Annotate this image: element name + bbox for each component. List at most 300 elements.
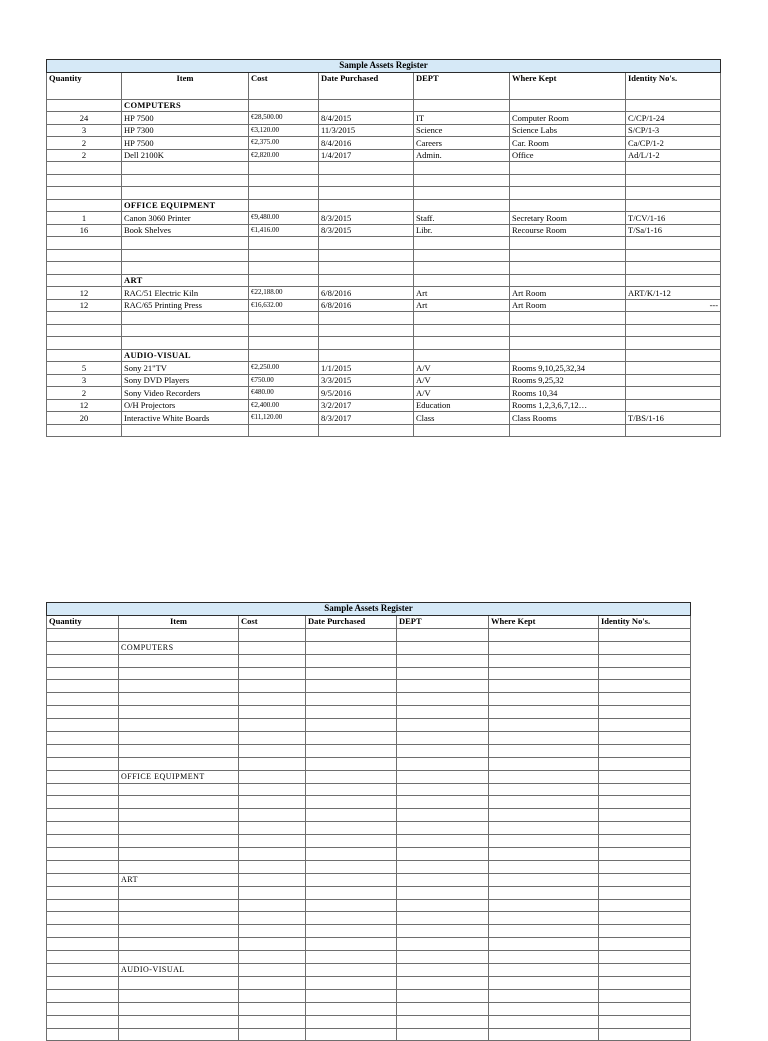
- where-kept-cell: Art Room: [510, 299, 626, 312]
- item-cell: Sony 21"TV: [122, 362, 249, 375]
- empty-cell: [249, 424, 319, 437]
- empty-cell: [119, 693, 239, 706]
- empty-row: [47, 337, 721, 350]
- empty-cell: [397, 732, 489, 745]
- empty-cell: [119, 796, 239, 809]
- quantity-cell: 16: [47, 224, 122, 237]
- header-cost: Cost: [239, 615, 306, 628]
- empty-cell: [119, 860, 239, 873]
- empty-cell: [626, 99, 721, 112]
- header-date-purchased: Date Purchased: [306, 615, 397, 628]
- empty-cell: [119, 744, 239, 757]
- empty-cell: [626, 249, 721, 262]
- empty-row: [47, 693, 691, 706]
- empty-cell: [599, 757, 691, 770]
- empty-cell: [306, 848, 397, 861]
- empty-cell: [397, 809, 489, 822]
- empty-cell: [249, 349, 319, 362]
- identity-cell: Ca/CP/1-2: [626, 137, 721, 150]
- empty-row: [47, 424, 721, 437]
- empty-cell: [306, 757, 397, 770]
- empty-cell: [489, 680, 599, 693]
- empty-cell: [239, 860, 306, 873]
- identity-cell: T/BS/1-16: [626, 412, 721, 425]
- empty-cell: [306, 976, 397, 989]
- empty-cell: [397, 744, 489, 757]
- empty-cell: [489, 757, 599, 770]
- empty-cell: [414, 262, 510, 275]
- empty-cell: [47, 848, 119, 861]
- empty-cell: [397, 783, 489, 796]
- empty-cell: [122, 324, 249, 337]
- empty-cell: [306, 822, 397, 835]
- empty-cell: [306, 719, 397, 732]
- empty-row: [47, 951, 691, 964]
- empty-cell: [599, 848, 691, 861]
- cost-cell: €2,250.00: [249, 362, 319, 375]
- empty-cell: [397, 719, 489, 732]
- empty-cell: [599, 912, 691, 925]
- empty-cell: [319, 274, 414, 287]
- empty-cell: [119, 667, 239, 680]
- date-cell: 8/4/2015: [319, 112, 414, 125]
- cost-cell: €750.00: [249, 374, 319, 387]
- item-cell: Interactive White Boards: [122, 412, 249, 425]
- empty-cell: [489, 886, 599, 899]
- empty-cell: [319, 199, 414, 212]
- empty-cell: [397, 680, 489, 693]
- empty-cell: [249, 162, 319, 175]
- empty-cell: [397, 886, 489, 899]
- empty-cell: [122, 237, 249, 250]
- empty-cell: [239, 1015, 306, 1028]
- empty-cell: [306, 873, 397, 886]
- empty-cell: [414, 99, 510, 112]
- empty-cell: [397, 796, 489, 809]
- identity-cell: ---: [626, 299, 721, 312]
- empty-cell: [599, 835, 691, 848]
- empty-cell: [397, 1015, 489, 1028]
- empty-cell: [239, 976, 306, 989]
- empty-cell: [599, 809, 691, 822]
- quantity-cell: 3: [47, 124, 122, 137]
- empty-cell: [239, 732, 306, 745]
- empty-cell: [47, 1028, 119, 1041]
- quantity-cell: 1: [47, 212, 122, 225]
- empty-cell: [239, 989, 306, 1002]
- header-identity-no: Identity No's.: [599, 615, 691, 628]
- empty-cell: [239, 667, 306, 680]
- empty-cell: [397, 912, 489, 925]
- empty-cell: [119, 719, 239, 732]
- item-cell: HP 7500: [122, 137, 249, 150]
- empty-cell: [319, 312, 414, 325]
- dept-cell: Careers: [414, 137, 510, 150]
- empty-cell: [489, 641, 599, 654]
- empty-cell: [414, 199, 510, 212]
- empty-cell: [489, 964, 599, 977]
- empty-cell: [249, 337, 319, 350]
- dept-cell: A/V: [414, 362, 510, 375]
- title-row: [47, 60, 721, 73]
- date-cell: 3/3/2015: [319, 374, 414, 387]
- where-kept-cell: Computer Room: [510, 112, 626, 125]
- cost-cell: €1,416.00: [249, 224, 319, 237]
- quantity-cell: 2: [47, 137, 122, 150]
- asset-row: [47, 224, 721, 237]
- empty-cell: [122, 312, 249, 325]
- empty-cell: [47, 628, 119, 641]
- category-label: AUDIO-VISUAL: [119, 964, 239, 977]
- empty-cell: [306, 667, 397, 680]
- empty-cell: [599, 744, 691, 757]
- header-item: Item: [122, 72, 249, 99]
- empty-cell: [306, 744, 397, 757]
- empty-cell: [489, 796, 599, 809]
- empty-cell: [47, 899, 119, 912]
- empty-row: [47, 654, 691, 667]
- empty-cell: [47, 187, 122, 200]
- empty-cell: [599, 976, 691, 989]
- category-row: [47, 99, 721, 112]
- empty-cell: [510, 249, 626, 262]
- empty-cell: [47, 744, 119, 757]
- empty-cell: [306, 1002, 397, 1015]
- empty-cell: [397, 860, 489, 873]
- empty-cell: [599, 628, 691, 641]
- empty-row: [47, 706, 691, 719]
- register-title: Sample Assets Register: [47, 60, 721, 73]
- identity-cell: Ad/L/1-2: [626, 149, 721, 162]
- empty-cell: [397, 873, 489, 886]
- category-row: [47, 641, 691, 654]
- empty-cell: [414, 312, 510, 325]
- empty-cell: [47, 693, 119, 706]
- item-cell: Sony Video Recorders: [122, 387, 249, 400]
- empty-cell: [249, 199, 319, 212]
- cost-cell: €16,632.00: [249, 299, 319, 312]
- item-cell: RAC/65 Printing Press: [122, 299, 249, 312]
- empty-cell: [626, 424, 721, 437]
- header-dept: DEPT: [414, 72, 510, 99]
- identity-cell: T/CV/1-16: [626, 212, 721, 225]
- empty-cell: [599, 732, 691, 745]
- empty-cell: [47, 873, 119, 886]
- empty-cell: [489, 989, 599, 1002]
- empty-cell: [249, 312, 319, 325]
- empty-row: [47, 783, 691, 796]
- where-kept-cell: Office: [510, 149, 626, 162]
- asset-row: [47, 412, 721, 425]
- empty-cell: [47, 886, 119, 899]
- assets-register-blank: [46, 602, 691, 1041]
- empty-cell: [397, 964, 489, 977]
- empty-cell: [599, 951, 691, 964]
- empty-cell: [319, 187, 414, 200]
- empty-cell: [119, 1028, 239, 1041]
- empty-cell: [47, 732, 119, 745]
- header-quantity: Quantity: [47, 615, 119, 628]
- cost-cell: €2,820.00: [249, 149, 319, 162]
- empty-cell: [239, 706, 306, 719]
- category-row: [47, 873, 691, 886]
- asset-row: [47, 387, 721, 400]
- header-dept: DEPT: [397, 615, 489, 628]
- empty-cell: [306, 886, 397, 899]
- empty-cell: [306, 628, 397, 641]
- empty-cell: [119, 835, 239, 848]
- empty-cell: [306, 641, 397, 654]
- empty-cell: [626, 349, 721, 362]
- empty-cell: [119, 628, 239, 641]
- cost-cell: €2,400.00: [249, 399, 319, 412]
- empty-cell: [239, 886, 306, 899]
- dept-cell: Libr.: [414, 224, 510, 237]
- empty-cell: [319, 337, 414, 350]
- empty-cell: [319, 424, 414, 437]
- dept-cell: A/V: [414, 374, 510, 387]
- date-cell: 8/3/2015: [319, 212, 414, 225]
- empty-row: [47, 976, 691, 989]
- where-kept-cell: Car. Room: [510, 137, 626, 150]
- header-item: Item: [119, 615, 239, 628]
- empty-cell: [489, 770, 599, 783]
- empty-cell: [306, 796, 397, 809]
- quantity-cell: 2: [47, 149, 122, 162]
- where-kept-cell: Recourse Room: [510, 224, 626, 237]
- empty-cell: [306, 938, 397, 951]
- empty-cell: [47, 99, 122, 112]
- empty-cell: [306, 680, 397, 693]
- empty-cell: [306, 706, 397, 719]
- empty-row: [47, 809, 691, 822]
- quantity-cell: 20: [47, 412, 122, 425]
- empty-cell: [599, 706, 691, 719]
- empty-cell: [489, 719, 599, 732]
- empty-cell: [599, 873, 691, 886]
- empty-cell: [397, 654, 489, 667]
- empty-cell: [239, 809, 306, 822]
- asset-row: [47, 287, 721, 300]
- empty-cell: [306, 899, 397, 912]
- quantity-cell: 3: [47, 374, 122, 387]
- header-cost: Cost: [249, 72, 319, 99]
- asset-row: [47, 362, 721, 375]
- empty-cell: [239, 938, 306, 951]
- empty-cell: [319, 249, 414, 262]
- empty-cell: [239, 796, 306, 809]
- cost-cell: €480.00: [249, 387, 319, 400]
- asset-row: [47, 299, 721, 312]
- category-row: [47, 349, 721, 362]
- date-cell: 8/3/2015: [319, 224, 414, 237]
- empty-row: [47, 667, 691, 680]
- empty-cell: [249, 262, 319, 275]
- category-row: [47, 964, 691, 977]
- empty-cell: [397, 693, 489, 706]
- dept-cell: Admin.: [414, 149, 510, 162]
- empty-cell: [510, 312, 626, 325]
- empty-cell: [47, 964, 119, 977]
- empty-cell: [239, 628, 306, 641]
- empty-cell: [306, 925, 397, 938]
- empty-row: [47, 249, 721, 262]
- category-label: ART: [122, 274, 249, 287]
- empty-cell: [599, 680, 691, 693]
- empty-row: [47, 989, 691, 1002]
- empty-cell: [397, 925, 489, 938]
- empty-cell: [414, 237, 510, 250]
- empty-cell: [599, 770, 691, 783]
- empty-cell: [122, 337, 249, 350]
- header-row: [47, 615, 691, 628]
- empty-row: [47, 162, 721, 175]
- empty-row: [47, 262, 721, 275]
- category-row: [47, 274, 721, 287]
- empty-cell: [122, 162, 249, 175]
- cost-cell: €3,120.00: [249, 124, 319, 137]
- empty-cell: [397, 757, 489, 770]
- empty-cell: [119, 757, 239, 770]
- identity-cell: [626, 362, 721, 375]
- empty-cell: [239, 873, 306, 886]
- empty-cell: [119, 732, 239, 745]
- cost-cell: €9,480.00: [249, 212, 319, 225]
- empty-cell: [119, 989, 239, 1002]
- empty-cell: [626, 174, 721, 187]
- empty-cell: [249, 187, 319, 200]
- empty-cell: [599, 886, 691, 899]
- empty-cell: [47, 860, 119, 873]
- category-label: AUDIO-VISUAL: [122, 349, 249, 362]
- empty-cell: [489, 667, 599, 680]
- empty-cell: [510, 262, 626, 275]
- empty-cell: [599, 899, 691, 912]
- empty-cell: [119, 886, 239, 899]
- category-row: [47, 770, 691, 783]
- empty-cell: [249, 174, 319, 187]
- empty-cell: [119, 783, 239, 796]
- empty-row: [47, 822, 691, 835]
- empty-cell: [47, 349, 122, 362]
- empty-cell: [306, 912, 397, 925]
- empty-cell: [47, 262, 122, 275]
- identity-cell: T/Sa/1-16: [626, 224, 721, 237]
- empty-cell: [626, 199, 721, 212]
- quantity-cell: 2: [47, 387, 122, 400]
- empty-cell: [397, 848, 489, 861]
- empty-row: [47, 324, 721, 337]
- register-title: Sample Assets Register: [47, 603, 691, 616]
- empty-cell: [489, 809, 599, 822]
- empty-cell: [47, 641, 119, 654]
- empty-cell: [119, 1002, 239, 1015]
- empty-cell: [489, 783, 599, 796]
- empty-cell: [599, 1028, 691, 1041]
- empty-cell: [119, 925, 239, 938]
- empty-cell: [626, 237, 721, 250]
- empty-cell: [47, 680, 119, 693]
- quantity-cell: 5: [47, 362, 122, 375]
- identity-cell: [626, 387, 721, 400]
- dept-cell: IT: [414, 112, 510, 125]
- empty-cell: [599, 654, 691, 667]
- empty-cell: [47, 1015, 119, 1028]
- empty-cell: [47, 835, 119, 848]
- empty-cell: [489, 1002, 599, 1015]
- where-kept-cell: Rooms 9,25,32: [510, 374, 626, 387]
- empty-cell: [397, 706, 489, 719]
- empty-cell: [119, 848, 239, 861]
- empty-cell: [599, 719, 691, 732]
- empty-cell: [319, 324, 414, 337]
- category-label: COMPUTERS: [119, 641, 239, 654]
- identity-cell: C/CP/1-24: [626, 112, 721, 125]
- empty-row: [47, 835, 691, 848]
- empty-cell: [306, 783, 397, 796]
- assets-register-filled: [46, 59, 721, 437]
- empty-cell: [489, 693, 599, 706]
- empty-row: [47, 237, 721, 250]
- empty-cell: [47, 951, 119, 964]
- empty-cell: [239, 848, 306, 861]
- header-where-kept: Where Kept: [489, 615, 599, 628]
- empty-cell: [47, 925, 119, 938]
- empty-cell: [599, 783, 691, 796]
- empty-row: [47, 719, 691, 732]
- empty-cell: [306, 835, 397, 848]
- asset-row: [47, 137, 721, 150]
- dept-cell: Art: [414, 299, 510, 312]
- empty-cell: [414, 249, 510, 262]
- where-kept-cell: Class Rooms: [510, 412, 626, 425]
- asset-row: [47, 399, 721, 412]
- empty-cell: [306, 1015, 397, 1028]
- empty-cell: [599, 925, 691, 938]
- empty-cell: [306, 964, 397, 977]
- empty-cell: [239, 757, 306, 770]
- empty-cell: [414, 324, 510, 337]
- empty-cell: [599, 1002, 691, 1015]
- empty-cell: [119, 938, 239, 951]
- item-cell: Dell 2100K: [122, 149, 249, 162]
- empty-row: [47, 744, 691, 757]
- empty-cell: [489, 1015, 599, 1028]
- empty-cell: [319, 162, 414, 175]
- empty-cell: [239, 912, 306, 925]
- empty-cell: [47, 199, 122, 212]
- empty-row: [47, 732, 691, 745]
- empty-cell: [306, 860, 397, 873]
- empty-cell: [119, 706, 239, 719]
- empty-cell: [397, 770, 489, 783]
- empty-cell: [510, 187, 626, 200]
- empty-cell: [414, 174, 510, 187]
- identity-cell: ART/K/1-12: [626, 287, 721, 300]
- empty-cell: [510, 237, 626, 250]
- empty-cell: [306, 770, 397, 783]
- empty-cell: [414, 424, 510, 437]
- empty-cell: [47, 719, 119, 732]
- empty-cell: [510, 162, 626, 175]
- empty-row: [47, 1015, 691, 1028]
- empty-cell: [249, 237, 319, 250]
- cost-cell: €2,375.00: [249, 137, 319, 150]
- empty-cell: [397, 951, 489, 964]
- empty-cell: [626, 274, 721, 287]
- header-quantity: Quantity: [47, 72, 122, 99]
- empty-cell: [306, 654, 397, 667]
